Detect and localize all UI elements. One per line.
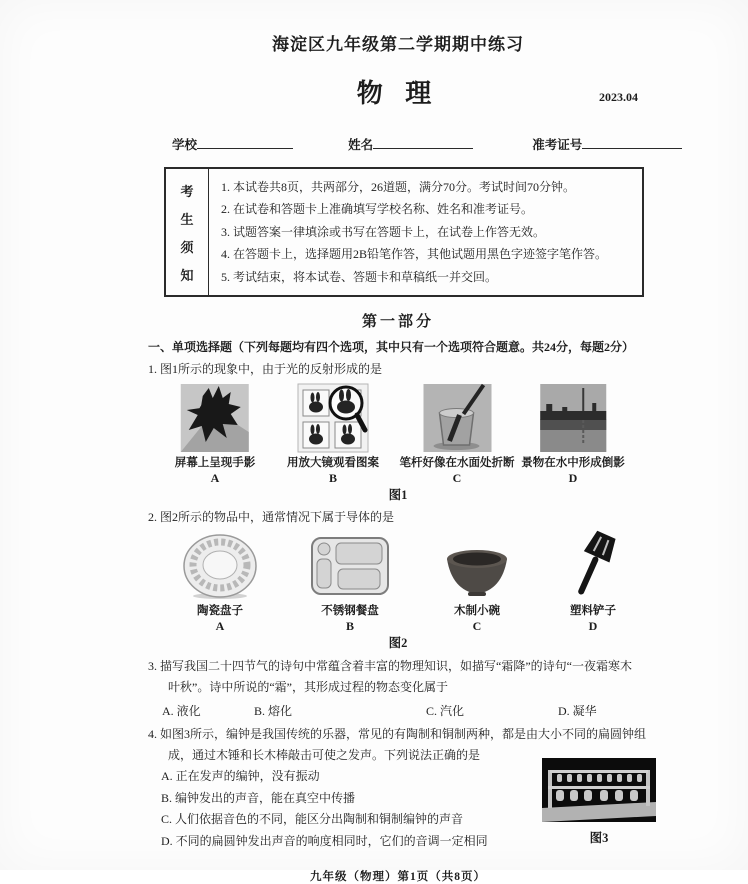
notice-item: 4. 在答题卡上，选择题用2B铅笔作答，其他试题用黑色字迹签字笔作答。 bbox=[221, 247, 608, 262]
option-thumb bbox=[175, 382, 256, 452]
option-label: 不锈钢餐盘 bbox=[321, 605, 379, 618]
question-3-options bbox=[148, 702, 648, 719]
q3-option-d: D. 凝华 bbox=[558, 704, 597, 719]
exam-no-blank-line bbox=[582, 135, 682, 149]
option-thumb bbox=[309, 530, 391, 600]
option-thumb bbox=[182, 530, 258, 600]
notice-label-char: 知 bbox=[180, 267, 194, 283]
page-content bbox=[148, 30, 648, 884]
section1-heading: 一、单项选择题（下列每题均有四个选项，其中只有一个选项符合题意。共24分，每题2分） bbox=[148, 340, 635, 355]
notice-label-char: 生 bbox=[180, 211, 194, 227]
figure-3 bbox=[542, 758, 656, 846]
candidate-fields bbox=[148, 135, 648, 155]
subject-row bbox=[148, 73, 648, 109]
notice-label-char: 考 bbox=[180, 183, 194, 199]
option-thumb bbox=[444, 530, 510, 600]
option-thumb bbox=[287, 382, 379, 452]
option-letter: B bbox=[345, 619, 354, 634]
notice-box bbox=[164, 167, 644, 297]
question-3-line2: 叶秋”。诗中所说的“霜”，其形成过程的物态变化属于 bbox=[168, 680, 448, 695]
notice-label-column bbox=[166, 169, 209, 295]
option-label: 木制小碗 bbox=[454, 605, 500, 618]
water-reflection-image bbox=[540, 384, 606, 452]
option-thumb bbox=[521, 382, 625, 452]
wooden-bowl-image bbox=[444, 542, 510, 600]
name-blank-line bbox=[373, 135, 473, 149]
notice-item: 3. 试题答案一律填涂或书写在答题卡上，在试卷上作答无效。 bbox=[221, 224, 546, 239]
page-title: 海淀区九年级第二学期期中练习 bbox=[272, 35, 524, 54]
option-letter: C bbox=[452, 471, 462, 486]
question-4 bbox=[148, 724, 648, 852]
q2-option-d bbox=[570, 530, 616, 634]
magnifier-rabbits-image bbox=[298, 384, 368, 452]
option-letter: B bbox=[328, 471, 337, 486]
notice-label-char: 须 bbox=[180, 239, 194, 255]
school-field bbox=[172, 135, 293, 153]
exam-no-field bbox=[532, 135, 682, 153]
option-letter: A bbox=[210, 471, 220, 486]
pen-refraction-image bbox=[423, 384, 491, 452]
notice-items bbox=[209, 169, 642, 295]
q3-option-b: B. 熔化 bbox=[254, 704, 293, 719]
notice-item: 5. 考试结束，将本试卷、答题卡和草稿纸一并交回。 bbox=[221, 269, 498, 284]
q2-option-a bbox=[182, 530, 258, 634]
option-letter: A bbox=[215, 619, 225, 634]
option-label: 屏幕上呈现手影 bbox=[174, 457, 256, 470]
figure-2-caption: 图2 bbox=[388, 636, 408, 651]
hand-shadow-image bbox=[181, 384, 249, 452]
option-thumb bbox=[400, 382, 515, 452]
question-4-line1: 4. 如图3所示，编钟是我国传统的乐器，常见的有陶制和铜制两种，都是由大小不同的扁圆钟组 bbox=[148, 727, 647, 742]
option-thumb bbox=[570, 530, 616, 600]
subject-title: 物 理 bbox=[356, 79, 440, 108]
q2-option-b bbox=[309, 530, 391, 634]
q4-option-b: B. 编钟发出的声音，能在真空中传播 bbox=[161, 790, 356, 805]
part1-heading: 第一部分 bbox=[361, 314, 434, 331]
exam-no-label: 准考证号 bbox=[532, 138, 583, 152]
q4-option-a: A. 正在发声的编钟，没有振动 bbox=[161, 769, 320, 784]
q1-option-a bbox=[175, 382, 256, 486]
option-label: 景物在水中形成倒影 bbox=[521, 457, 625, 470]
option-letter: D bbox=[588, 619, 598, 634]
question-3-line1: 3. 描写我国二十四节气的诗句中常蕴含着丰富的物理知识，如描写“霜降”的诗句“一夜霜寒木 bbox=[148, 659, 632, 674]
option-letter: C bbox=[472, 619, 482, 634]
question-1-options bbox=[148, 382, 648, 484]
q4-option-c: C. 人们依据音色的不同，能区分出陶制和铜制编钟的声音 bbox=[161, 812, 464, 827]
q1-option-b bbox=[287, 382, 379, 486]
bianzhong-chime-bells-image bbox=[542, 758, 656, 822]
name-field bbox=[348, 135, 473, 153]
school-blank-line bbox=[197, 135, 293, 149]
name-label: 姓名 bbox=[348, 138, 374, 152]
page-footer: 九年级（物理）第1页（共8页） bbox=[310, 871, 486, 884]
q1-option-c bbox=[400, 382, 515, 486]
option-label: 笔杆好像在水面处折断 bbox=[399, 457, 515, 470]
q3-option-a: A. 液化 bbox=[162, 704, 201, 719]
option-label: 用放大镜观看图案 bbox=[287, 457, 379, 470]
figure-3-caption: 图3 bbox=[589, 831, 609, 846]
question-2-stem: 2. 图2所示的物品中，通常情况下属于导体的是 bbox=[148, 510, 395, 525]
exam-date: 2023.04 bbox=[599, 90, 638, 104]
q3-option-c: C. 汽化 bbox=[426, 704, 465, 719]
q2-option-c bbox=[444, 530, 510, 634]
school-label: 学校 bbox=[172, 138, 198, 152]
steel-tray-image bbox=[309, 532, 391, 600]
question-2-options bbox=[148, 530, 648, 632]
plastic-spatula-image bbox=[570, 530, 616, 600]
figure-1-caption: 图1 bbox=[388, 488, 408, 503]
option-label: 塑料铲子 bbox=[570, 605, 616, 618]
notice-item: 1. 本试卷共8页，共两部分，26道题，满分70分。考试时间70分钟。 bbox=[221, 180, 576, 194]
question-3 bbox=[148, 656, 648, 719]
q4-option-d: D. 不同的扁圆钟发出声音的响度相同时，它们的音调一定相同 bbox=[161, 833, 488, 848]
question-4-line2: 成，通过木锤和长木棒敲击可使之发声。下列说法正确的是 bbox=[168, 748, 481, 763]
option-letter: D bbox=[568, 471, 578, 486]
q1-option-d bbox=[521, 382, 625, 486]
notice-item: 2. 在试卷和答题卡上准确填写学校名称、姓名和准考证号。 bbox=[221, 202, 534, 217]
option-label: 陶瓷盘子 bbox=[197, 605, 243, 618]
question-1-stem: 1. 图1所示的现象中，由于光的反射形成的是 bbox=[148, 362, 383, 377]
ceramic-plate-image bbox=[182, 532, 258, 600]
